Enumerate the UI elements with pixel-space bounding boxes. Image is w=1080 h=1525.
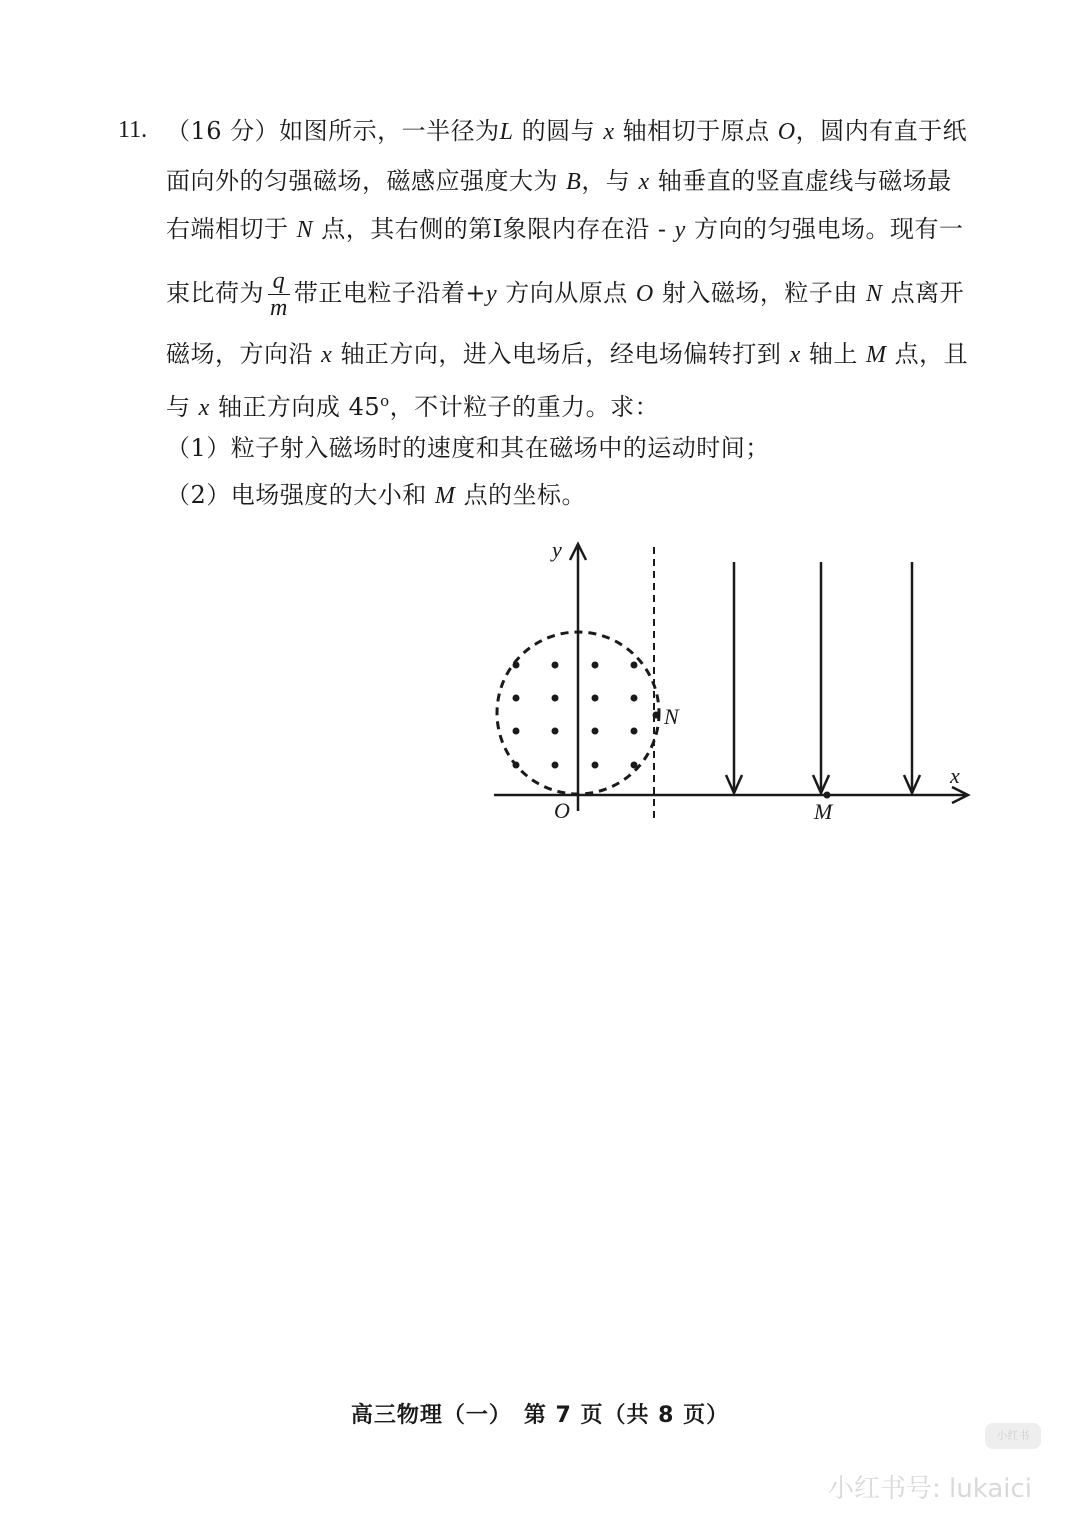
watermark-text: 小红书号: lukaici	[828, 1474, 1033, 1504]
sub-question-1: （1）粒子射入磁场时的速度和其在磁场中的运动时间；	[166, 434, 770, 462]
var-x: x	[789, 342, 801, 368]
field-dot	[513, 695, 520, 702]
question-line-2	[166, 163, 952, 200]
field-dot	[552, 695, 559, 702]
fraction-denominator: m	[270, 295, 288, 321]
var-x: x	[198, 395, 210, 421]
field-dot	[631, 662, 638, 669]
field-dot	[592, 662, 599, 669]
text-segment: ，与	[581, 167, 631, 195]
text-segment: 射入磁场，粒子由	[661, 279, 858, 307]
point-m-label: M	[814, 799, 833, 824]
var-B: B	[566, 169, 582, 195]
var-x: x	[603, 119, 615, 145]
text-segment: 轴正方向成 45	[217, 393, 381, 421]
watermark-logo: 小红书	[985, 1423, 1041, 1449]
electric-field-arrows	[726, 562, 920, 793]
text-segment: 轴正方向，进入电场后，经电场偏转打到	[340, 340, 782, 368]
field-dot	[631, 695, 638, 702]
field-dot	[631, 728, 638, 735]
text-segment: 方向的匀强电场。现有一	[693, 215, 964, 243]
fraction-numerator: q	[268, 268, 290, 295]
field-dot	[552, 728, 559, 735]
var-x: x	[638, 169, 650, 195]
page-footer: 高三物理（一） 第 7 页（共 8 页）	[350, 1403, 730, 1428]
text-segment: 方向从原点	[505, 279, 628, 307]
field-dots	[513, 662, 638, 769]
text-segment: 与	[166, 393, 191, 421]
field-dot	[592, 695, 599, 702]
point-m-dot	[824, 792, 831, 799]
field-dot	[552, 662, 559, 669]
field-dot	[592, 728, 599, 735]
text-segment: （16 分）如图所示，一半径为	[166, 117, 500, 145]
text-segment: ，不计粒子的重力。求：	[389, 393, 660, 421]
field-dot	[592, 762, 599, 769]
text-segment: 点，其右侧的第Ⅰ象限内存在沿 -	[321, 215, 667, 243]
var-M: M	[866, 342, 887, 368]
var-O: O	[777, 119, 796, 145]
field-dot	[552, 762, 559, 769]
text-segment: 右端相切于	[166, 215, 289, 243]
var-L: L	[499, 119, 514, 145]
var-O: O	[635, 281, 654, 307]
physics-diagram	[480, 535, 980, 825]
question-line-1	[166, 113, 967, 150]
text-segment: 点，且	[894, 340, 969, 368]
text-segment: ，圆内有直于纸	[795, 117, 968, 145]
text-segment: 轴上	[808, 340, 858, 368]
y-axis-label: y	[552, 537, 562, 562]
field-dot	[513, 662, 520, 669]
x-axis-label: x	[950, 763, 960, 788]
var-y: y	[485, 281, 498, 307]
var-N: N	[296, 217, 314, 243]
question-line-4	[166, 268, 964, 321]
text-segment: 点离开	[890, 279, 965, 307]
text-segment: 轴垂直的竖直虚线与磁场最	[657, 167, 952, 195]
var-y: y	[674, 217, 686, 243]
text-segment: 点的坐标。	[463, 481, 587, 509]
text-segment: 的圆与	[521, 117, 596, 145]
question-line-3	[166, 211, 963, 248]
text-segment: 带正电粒子沿着+	[293, 279, 486, 307]
question-number: 11.	[118, 117, 148, 143]
origin-label: O	[554, 798, 570, 823]
text-segment: 束比荷为	[166, 279, 264, 307]
text-segment: 面向外的匀强磁场，磁感应强度大为	[166, 167, 558, 195]
var-M: M	[434, 483, 456, 509]
text-segment: 轴相切于原点	[622, 117, 770, 145]
charge-mass-fraction	[268, 268, 290, 321]
question-line-6	[166, 383, 659, 426]
text-segment: （2）电场强度的大小和	[166, 481, 427, 509]
sub-question-2	[166, 477, 586, 514]
field-dot	[513, 762, 520, 769]
degree-mark: o	[380, 392, 390, 410]
field-dot	[513, 728, 520, 735]
point-n-label: N	[664, 704, 679, 729]
text-segment: 磁场，方向沿	[166, 340, 313, 368]
var-N: N	[866, 281, 883, 307]
var-x: x	[321, 342, 333, 368]
question-line-5	[166, 336, 968, 373]
point-n-dot	[653, 712, 660, 719]
field-dot	[631, 762, 638, 769]
